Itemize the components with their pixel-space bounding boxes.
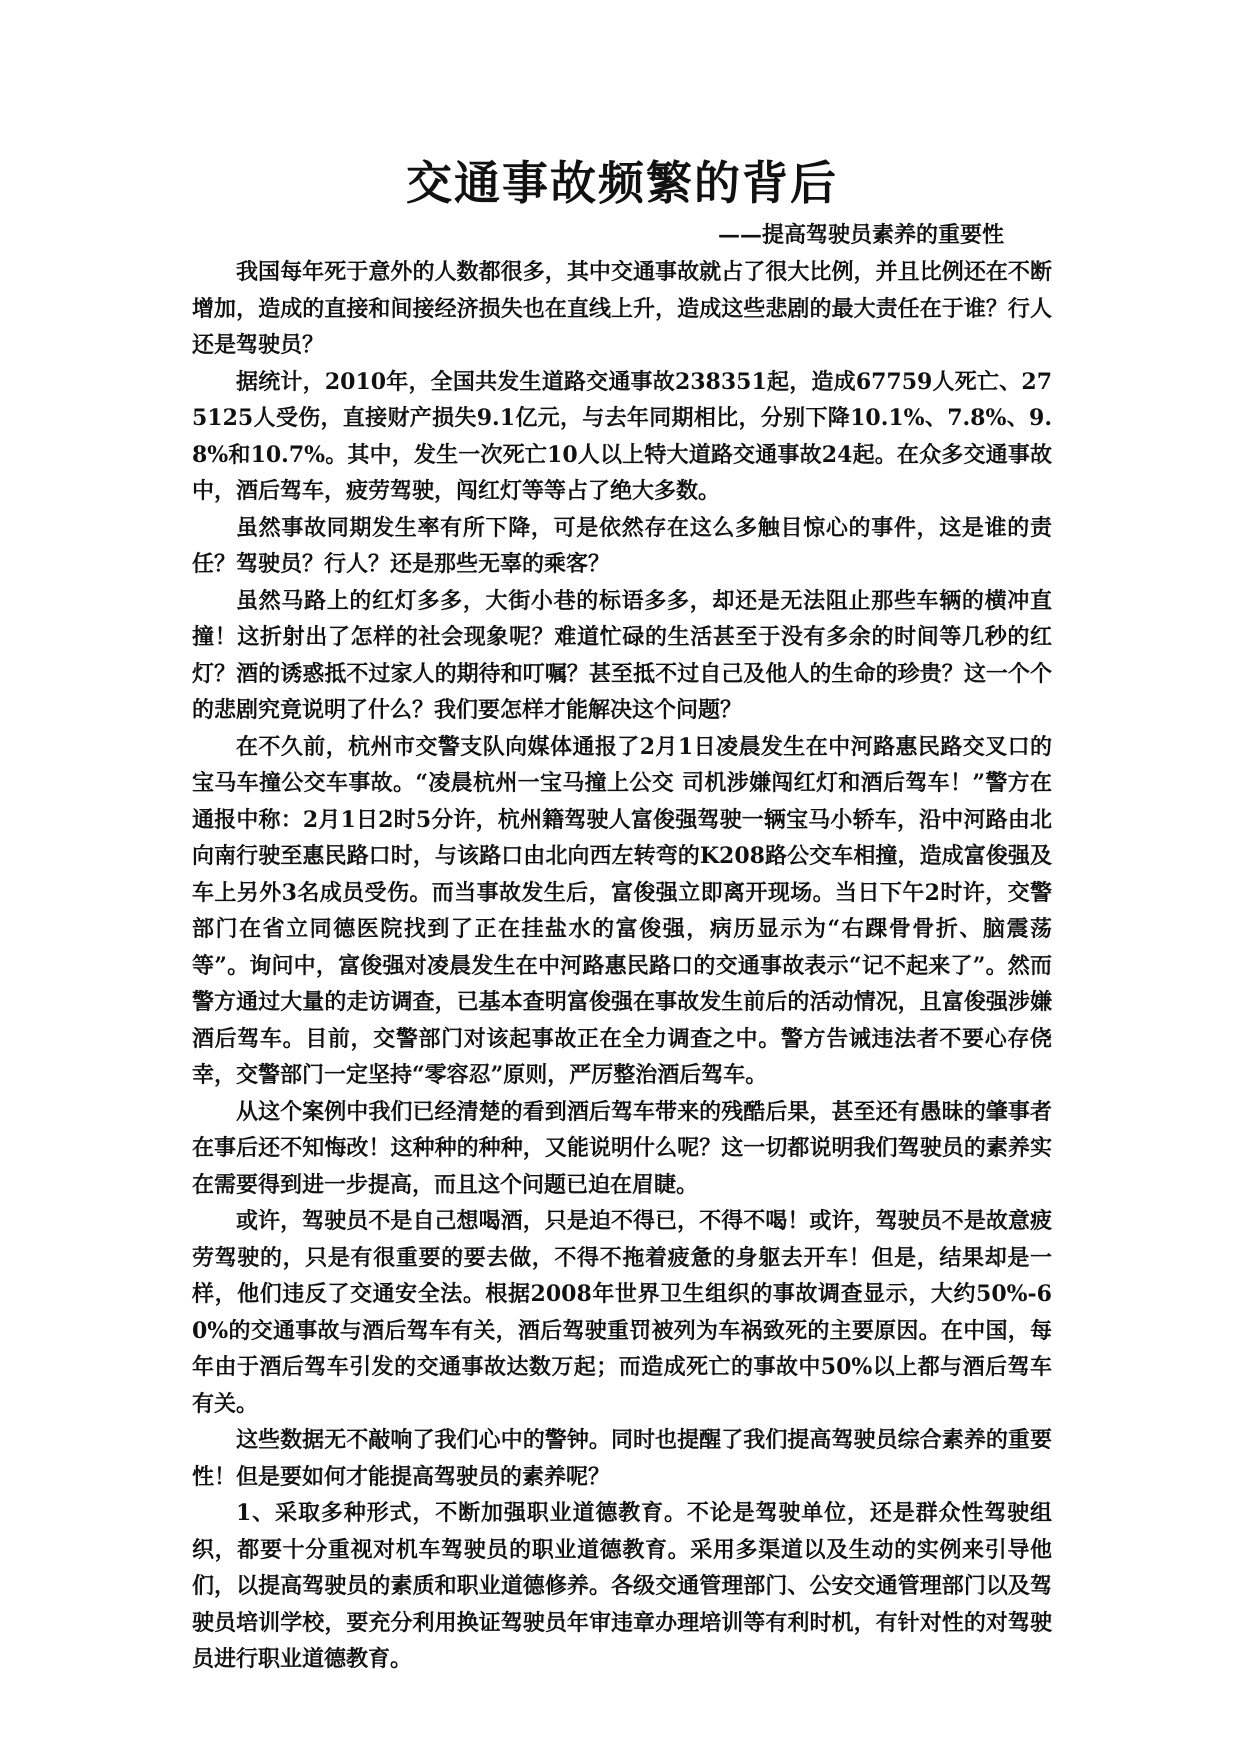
paragraph-8: 这些数据无不敲响了我们心中的警钟。同时也提醒了我们提高驾驶员综合素养的重要性！但是要如何才能提高驾驶员的素养呢？ [192, 1427, 1052, 1490]
document-subtitle: ——提高驾驶员素养的重要性 [717, 222, 1004, 248]
paragraph-2: 据统计，2010年，全国共发生道路交通事故238351起，造成67759人死亡、275125人受伤，直接财产损失9.1亿元，与去年同期相比，分别下降10.1%、7.8%、9.8%和10.7%。其中，发生一次死亡10人以上特大道路交通事故24起。在众多交通事故中，酒后驾车，疲劳驾驶，闯红灯等等占了绝大多数。 [192, 368, 1052, 504]
document-page [192, 150, 1052, 1678]
paragraph-3: 虽然事故同期发生率有所下降，可是依然存在这么多触目惊心的事件，这是谁的责任？驾驶员？行人？还是那些无辜的乘客？ [192, 514, 1052, 577]
paragraph-9: 1、采取多种形式，不断加强职业道德教育。不论是驾驶单位，还是群众性驾驶组织，都要十分重视对机车驾驶员的职业道德教育。采用多渠道以及生动的实例来引导他们，以提高驾驶员的素质和职业道德修养。各级交通管理部门、公安交通管理部门以及驾驶员培训学校，要充分利用换证驾驶员年审违章办理培训等有利时机，有针对性的对驾驶员进行职业道德教育。 [192, 1500, 1052, 1672]
paragraph-1: 我国每年死于意外的人数都很多，其中交通事故就占了很大比例，并且比例还在不断增加，造成的直接和间接经济损失也在直线上升，造成这些悲剧的最大责任在于谁？行人还是驾驶员？ [192, 259, 1052, 358]
paragraph-4: 虽然马路上的红灯多多，大街小巷的标语多多，却还是无法阻止那些车辆的横冲直撞！这折射出了怎样的社会现象呢？难道忙碌的生活甚至于没有多余的时间等几秒的红灯？酒的诱惑抵不过家人的期待和叮嘱？甚至抵不过自己及他人的生命的珍贵？这一个个的悲剧究竟说明了什么？我们要怎样才能解决这个问题？ [192, 587, 1052, 723]
document-title: 交通事故频繁的背后 [406, 156, 838, 210]
paragraph-5: 在不久前，杭州市交警支队向媒体通报了2月1日凌晨发生在中河路惠民路交叉口的宝马车撞公交车事故。“凌晨杭州一宝马撞上公交 司机涉嫌闯红灯和酒后驾车！”警方在通报中称：2月1日2时5分许，杭州籍驾驶人富俊强驾驶一辆宝马小轿车，沿中河路由北向南行驶至惠民路口时，与该路口由北向西左转弯的K208路公交车相撞，造成富俊强及车上另外3名成员受伤。而当事故发生后，富俊强立即离开现场。当日下午2时许，交警部门在省立同德医院找到了正在挂盐水的富俊强，病历显示为“右踝骨骨折、脑震荡等”。询问中，富俊强对凌晨发生在中河路惠民路口的交通事故表示“记不起来了”。然而警方通过大量的走访调查，已基本查明富俊强在事故发生前后的活动情况，且富俊强涉嫌酒后驾车。目前，交警部门对该起事故正在全力调查之中。警方告诫违法者不要心存侥幸，交警部门一定坚持“零容忍”原则，严厉整治酒后驾车。 [192, 733, 1052, 1088]
paragraph-6: 从这个案例中我们已经清楚的看到酒后驾车带来的残酷后果，甚至还有愚昧的肇事者在事后还不知悔改！这种种的种种，又能说明什么呢？这一切都说明我们驾驶员的素养实在需要得到进一步提高，而且这个问题已迫在眉睫。 [192, 1098, 1052, 1198]
paragraph-7: 或许，驾驶员不是自己想喝酒，只是迫不得已，不得不喝！或许，驾驶员不是故意疲劳驾驶的，只是有很重要的要去做，不得不拖着疲惫的身躯去开车！但是，结果却是一样，他们违反了交通安全法。根据2008年世界卫生组织的事故调查显示，大约50%-60%的交通事故与酒后驾车有关，酒后驾驶重罚被列为车祸致死的主要原因。在中国，每年由于酒后驾车引发的交通事故达数万起；而造成死亡的事故中50%以上都与酒后驾车有关。 [192, 1208, 1052, 1417]
